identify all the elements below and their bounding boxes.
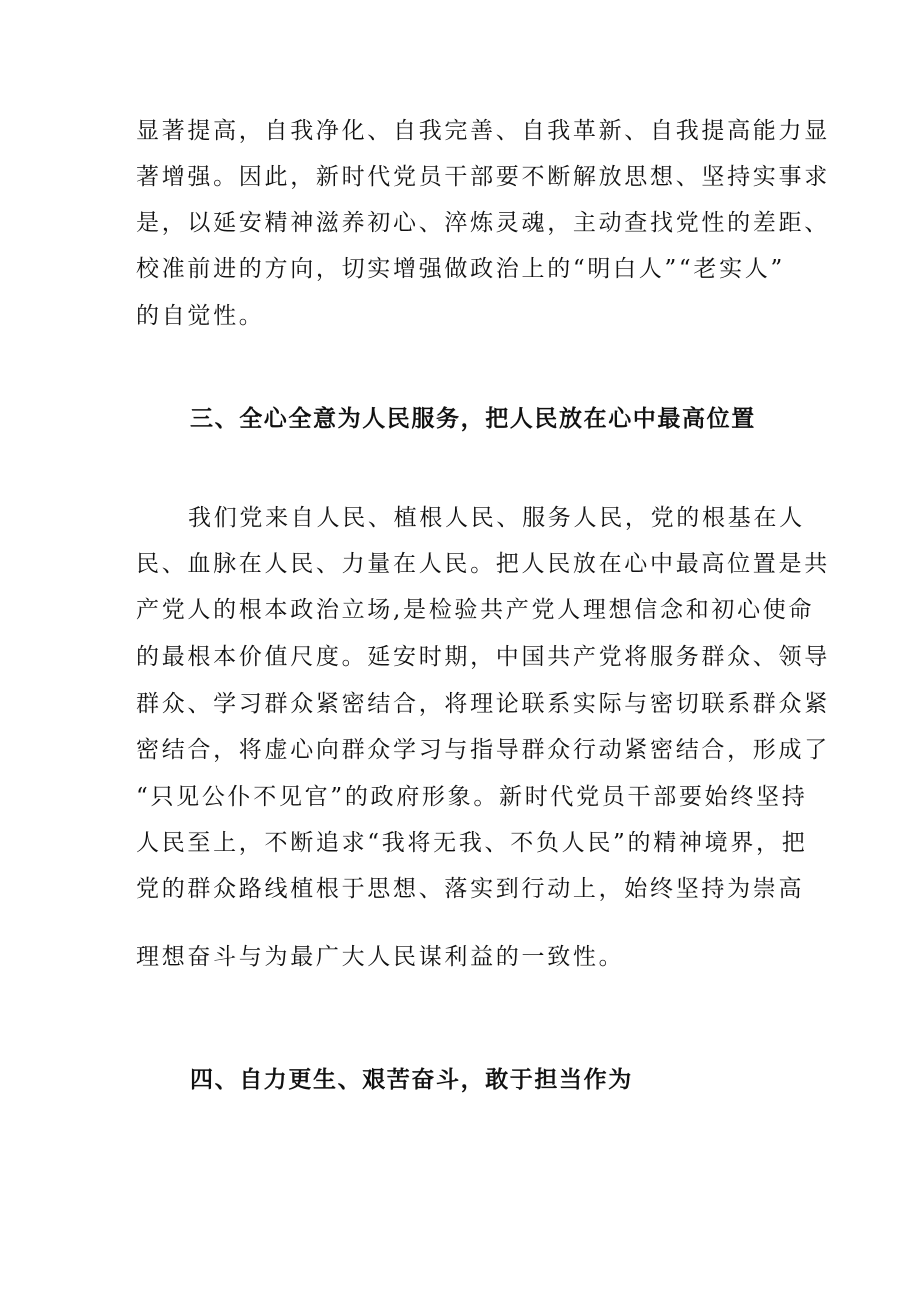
paragraph-2-line-1: 我们党来自人民、植根人民、服务人民，党的根基在人 (188, 505, 805, 531)
paragraph-2-line-2: 民、血脉在人民、力量在人民。把人民放在心中最高位置是共 (136, 551, 830, 577)
paragraph-2-line-7: “只见公仆不见官”的政府形象。新时代党员干部要始终坚持 (136, 784, 808, 810)
paragraph-2-line-8: 人民至上，不断追求“我将无我、不负人民”的精神境界，把 (136, 830, 808, 856)
paragraph-2-line-10: 理想奋斗与为最广大人民谋利益的一致性。 (136, 944, 625, 970)
paragraph-2-line-3: 产党人的根本政治立场,是检验共产党人理想信念和初心使命 (136, 597, 815, 623)
section-3-heading: 三、全心全意为人民服务，把人民放在心中最高位置 (190, 406, 756, 432)
paragraph-1-line-2: 著增强。因此，新时代党员干部要不断解放思想、坚持实事求 (136, 164, 830, 190)
paragraph-1-line-5: 的自觉性。 (136, 303, 265, 329)
paragraph-2-line-9: 党的群众路线植根于思想、落实到行动上，始终坚持为崇高 (136, 876, 805, 902)
paragraph-2-line-4: 的最根本价值尺度。延安时期，中国共产党将服务群众、领导 (136, 644, 830, 670)
paragraph-1-line-4: 校准前进的方向，切实增强做政治上的“明白人”“老实人” (136, 256, 785, 282)
section-4-heading: 四、自力更生、艰苦奋斗，敢于担当作为 (190, 1067, 633, 1093)
paragraph-2-line-5: 群众、学习群众紧密结合，将理论联系实际与密切联系群众紧 (136, 691, 830, 717)
paragraph-1-line-1: 显著提高，自我净化、自我完善、自我革新、自我提高能力显 (136, 118, 830, 144)
paragraph-1-line-3: 是，以延安精神滋养初心、淬炼灵魂，主动查找党性的差距、 (136, 210, 830, 236)
paragraph-2-line-6: 密结合，将虚心向群众学习与指导群众行动紧密结合，形成了 (136, 737, 830, 763)
